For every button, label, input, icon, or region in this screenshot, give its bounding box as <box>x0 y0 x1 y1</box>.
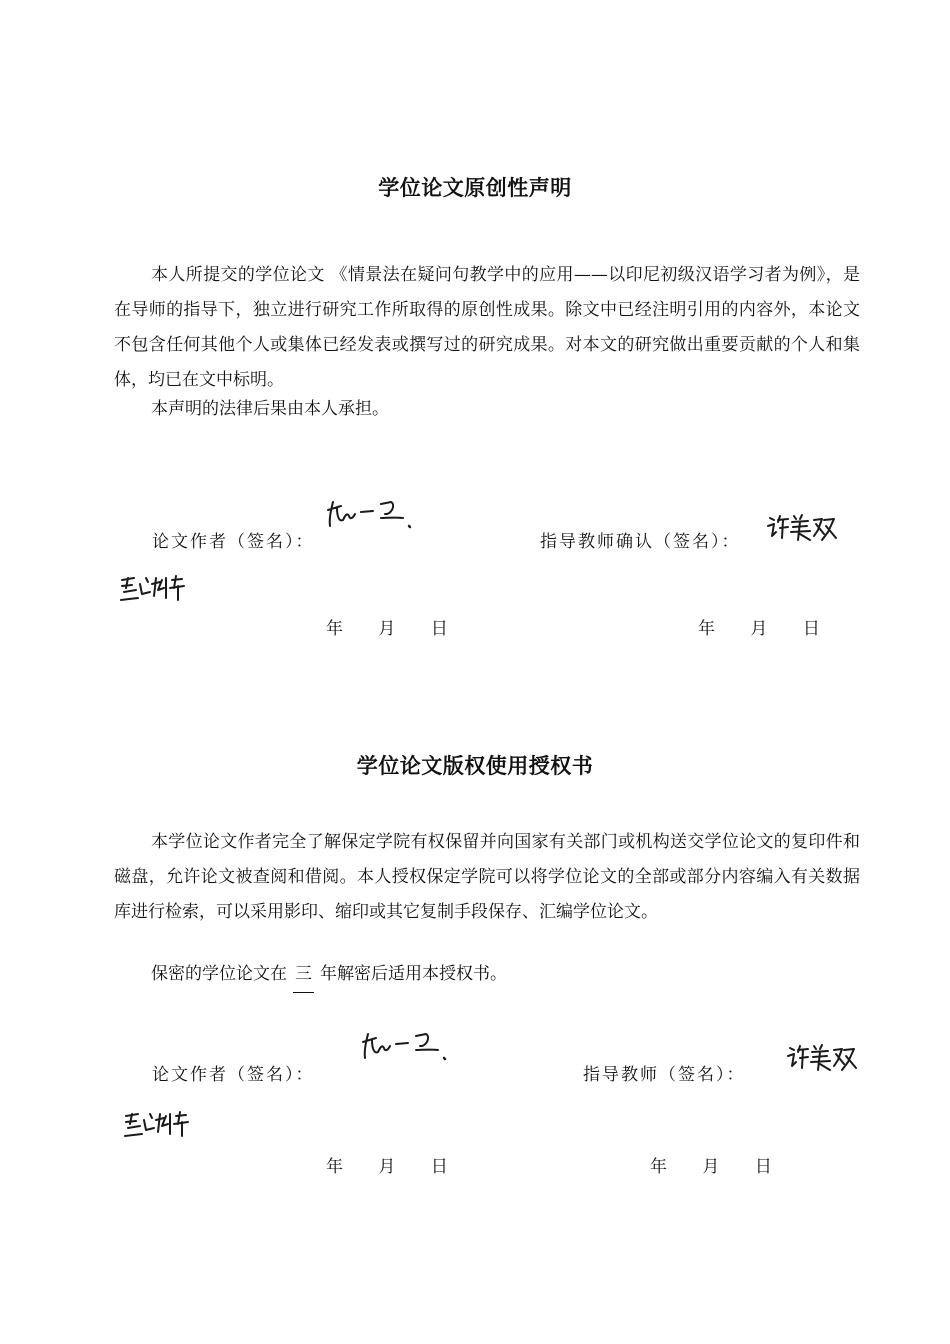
year-label: 年 <box>650 1157 667 1177</box>
declaration-author-date <box>326 617 448 641</box>
confidential-years: 三 <box>293 957 314 993</box>
authorization-paragraph: 本学位论文作者完全了解保定学院有权保留并向国家有关部门或机构送交学位论文的复印件和磁盘，允许论文被查阅和借阅。本人授权保定学院可以将学位论文的全部或部分内容编入有关数据库进行检索，可以采用影印、缩印或其它复制手段保存、汇编学位论文。 <box>114 832 860 922</box>
authorization-author-signature <box>360 1028 450 1068</box>
authorization-advisor-signature <box>786 1040 858 1074</box>
authorization-advisor-label: 指导教师（签名）： <box>583 1065 746 1085</box>
day-label: 日 <box>754 1157 772 1177</box>
declaration-advisor-signature <box>766 510 838 544</box>
declaration-advisor-label: 指导教师确认（签名）： <box>540 532 741 552</box>
day-label: 日 <box>802 619 820 639</box>
declaration-paragraph: 本人所提交的学位论文 《情景法在疑问句教学中的应用——以印尼初级汉语学习者为例》，是在导师的指导下，独立进行研究工作所取得的原创性成果。除文中已经注明引用的内容外，本论文不包含任何其他个人或集体已经发表或撰写过的研究成果。对本文的研究做出重要贡献的个人和集体，均已在文中标明。 <box>114 265 860 390</box>
authorization-author-label: 论文作者（签名）： <box>152 1065 315 1085</box>
authorization-title: 学位论文版权使用授权书 <box>356 754 594 778</box>
month-label: 月 <box>378 619 396 639</box>
month-label: 月 <box>378 1157 396 1177</box>
declaration-author-signature <box>325 496 415 536</box>
year-label: 年 <box>326 619 343 639</box>
day-label: 日 <box>430 619 448 639</box>
declaration-legal-note: 本声明的法律后果由本人承担。 <box>151 399 389 419</box>
declaration-advisor-date <box>698 617 820 641</box>
declaration-author-label: 论文作者（签名）： <box>152 532 315 552</box>
year-label: 年 <box>326 1157 343 1177</box>
declaration-author-signature-2 <box>118 572 188 604</box>
authorization-advisor-date <box>650 1155 772 1179</box>
authorization-confidential-note: 保密的学位论文在 三 年解密后适用本授权书。 <box>114 957 507 993</box>
year-label: 年 <box>698 619 715 639</box>
month-label: 月 <box>702 1157 720 1177</box>
day-label: 日 <box>430 1157 448 1177</box>
declaration-title: 学位论文原创性声明 <box>378 176 572 200</box>
authorization-author-signature-2 <box>120 1108 194 1140</box>
authorization-author-date <box>326 1155 448 1179</box>
month-label: 月 <box>750 619 768 639</box>
